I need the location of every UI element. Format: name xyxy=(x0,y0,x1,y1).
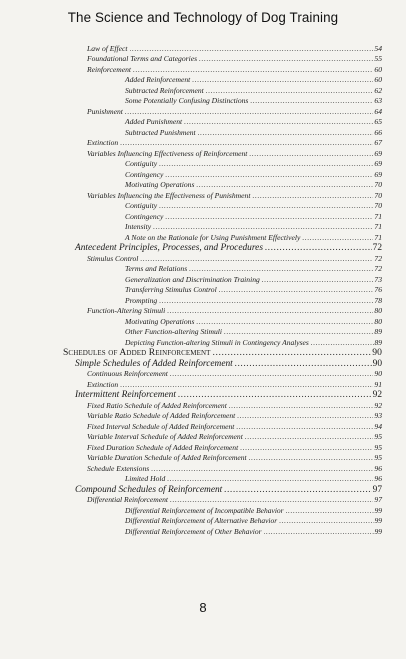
dot-leader xyxy=(199,54,373,64)
toc-entry-page: 92 xyxy=(374,401,382,410)
toc-entry-page: 80 xyxy=(374,317,382,326)
dot-leader xyxy=(219,285,374,295)
dot-leader xyxy=(213,348,372,358)
toc-entry-page: 54 xyxy=(374,44,382,53)
toc-entry-title: Fixed Interval Schedule of Added Reinforcement xyxy=(87,422,235,431)
toc-entry xyxy=(87,369,382,379)
dot-leader xyxy=(236,422,373,432)
dot-leader xyxy=(165,170,373,180)
toc-entry xyxy=(87,464,382,474)
toc-entry-page: 73 xyxy=(374,275,382,284)
dot-leader xyxy=(165,212,373,222)
toc-entry-page: 72 xyxy=(374,254,382,263)
toc-entry-title: Variable Interval Schedule of Added Reinforcement xyxy=(87,432,243,441)
toc-entry-page: 66 xyxy=(374,128,382,137)
toc-entry-title: Variable Ratio Schedule of Added Reinforcement xyxy=(87,411,236,420)
toc-entry-title: Compound Schedules of Reinforcement xyxy=(75,485,223,495)
toc-entry-page: 71 xyxy=(374,233,382,242)
toc-entry-page: 71 xyxy=(374,222,382,231)
toc-entry-page: 80 xyxy=(374,306,382,315)
toc-entry-page: 72 xyxy=(374,264,382,273)
toc-entry-page: 76 xyxy=(374,285,382,294)
dot-leader xyxy=(151,464,373,474)
toc-entry-title: Subtracted Punishment xyxy=(125,128,196,137)
toc-entry xyxy=(75,390,382,400)
dot-leader xyxy=(224,327,373,337)
toc-entry-page: 97 xyxy=(374,495,382,504)
toc-entry xyxy=(87,422,382,432)
toc-entry-title: Continuous Reinforcement xyxy=(87,369,168,378)
toc-entry-title: Reinforcement xyxy=(87,65,131,74)
toc-entry xyxy=(87,380,382,390)
toc-entry-title: Function-Altering Stimuli xyxy=(87,306,166,315)
toc-entry-title: Subtracted Reinforcement xyxy=(125,86,204,95)
toc-entry-page: 93 xyxy=(374,411,382,420)
dot-leader xyxy=(125,107,374,117)
toc-entry-title: Stimulus Control xyxy=(87,254,139,263)
toc-entry xyxy=(87,149,382,159)
toc-entry xyxy=(125,159,382,169)
toc-entry xyxy=(125,96,382,106)
toc-entry xyxy=(125,75,382,85)
toc-entry-page: 96 xyxy=(374,464,382,473)
dot-leader xyxy=(224,485,371,495)
dot-leader xyxy=(189,264,373,274)
dot-leader xyxy=(302,233,373,243)
toc-entry-page: 89 xyxy=(374,327,382,336)
dot-leader xyxy=(170,369,373,379)
toc-entry-page: 60 xyxy=(374,65,382,74)
dot-leader xyxy=(311,338,374,348)
toc-entry-title: Generalization and Discrimination Training xyxy=(125,275,260,284)
running-header: The Science and Technology of Dog Training xyxy=(67,10,339,25)
toc-entry-page: 65 xyxy=(374,117,382,126)
dot-leader xyxy=(153,222,373,232)
toc-entry-title: Terms and Relations xyxy=(125,264,188,273)
toc-entry-page: 96 xyxy=(374,474,382,483)
toc-entry xyxy=(125,474,382,484)
dot-leader xyxy=(245,432,374,442)
toc-entry-page: 99 xyxy=(374,506,382,515)
toc-entry-title: Contingency xyxy=(125,170,164,179)
toc-entry xyxy=(87,65,382,75)
dot-leader xyxy=(120,380,373,390)
toc-entry-title: Fixed Ratio Schedule of Added Reinforcement xyxy=(87,401,227,410)
toc-entry-page: 95 xyxy=(374,453,382,462)
toc-entry-page: 95 xyxy=(374,432,382,441)
dot-leader xyxy=(229,401,374,411)
toc-entry-title: Fixed Duration Schedule of Added Reinforcement xyxy=(87,443,239,452)
toc-entry-title: Antecedent Principles, Processes, and Procedures xyxy=(75,243,263,253)
toc-entry xyxy=(75,359,382,369)
toc-entry-page: 70 xyxy=(374,191,382,200)
dot-leader xyxy=(235,359,372,369)
toc-entry xyxy=(125,233,382,243)
toc-entry-page: 99 xyxy=(374,516,382,525)
dot-leader xyxy=(140,254,373,264)
toc-entry xyxy=(125,327,382,337)
toc-entry xyxy=(87,453,382,463)
dot-leader xyxy=(167,306,373,316)
toc-entry-title: Simple Schedules of Added Reinforcement xyxy=(75,359,233,369)
toc-entry-page: 63 xyxy=(374,96,382,105)
toc-entry-page: 60 xyxy=(374,75,382,84)
toc-entry xyxy=(87,401,382,411)
toc-entry-page: 97 xyxy=(372,485,382,495)
dot-leader xyxy=(120,138,373,148)
toc-entry-title: Schedules of Added Reinforcement xyxy=(63,347,211,358)
dot-leader xyxy=(159,296,373,306)
dot-leader xyxy=(196,180,373,190)
toc-entry xyxy=(87,138,382,148)
toc-entry xyxy=(87,306,382,316)
toc-entry-title: Variable Duration Schedule of Added Reinforcement xyxy=(87,453,247,462)
dot-leader xyxy=(286,506,374,516)
dot-leader xyxy=(178,390,372,400)
toc-entry xyxy=(125,128,382,138)
toc-entry-page: 69 xyxy=(374,159,382,168)
toc-entry-title: Depicting Function-altering Stimuli in Contingency Analyses xyxy=(125,338,309,347)
toc-entry-title: Motivating Operations xyxy=(125,317,195,326)
toc-entry xyxy=(125,285,382,295)
toc-entry xyxy=(125,86,382,96)
page-number: 8 xyxy=(199,600,207,615)
toc-entry xyxy=(87,411,382,421)
toc-entry-title: Variables Influencing the Effectiveness of Punishment xyxy=(87,191,251,200)
toc-entry-title: Intermittent Reinforcement xyxy=(75,390,176,400)
toc-entry-page: 67 xyxy=(374,138,382,147)
toc-entry-page: 55 xyxy=(374,54,382,63)
toc-entry-page: 94 xyxy=(374,422,382,431)
toc-entry-title: Added Punishment xyxy=(125,117,183,126)
dot-leader xyxy=(170,495,373,505)
toc-entry xyxy=(75,243,382,253)
toc-entry-title: Extinction xyxy=(87,138,119,147)
dot-leader xyxy=(184,117,373,127)
toc-entry-page: 92 xyxy=(372,390,382,400)
toc-entry-page: 91 xyxy=(374,380,382,389)
toc-entry xyxy=(125,212,382,222)
dot-leader xyxy=(130,44,374,54)
toc-entry xyxy=(75,485,382,495)
toc-entry xyxy=(125,117,382,127)
toc-entry-page: 95 xyxy=(374,443,382,452)
toc-entry-page: 89 xyxy=(374,338,382,347)
toc-entry xyxy=(87,54,382,64)
toc-entry xyxy=(125,296,382,306)
toc-entry-title: Extinction xyxy=(87,380,119,389)
dot-leader xyxy=(252,191,373,201)
toc-entry-title: Prompting xyxy=(125,296,158,305)
toc-entry-page: 62 xyxy=(374,86,382,95)
toc-entry xyxy=(87,107,382,117)
dot-leader xyxy=(262,275,374,285)
toc-entry-title: Contingency xyxy=(125,212,164,221)
toc-entry xyxy=(87,254,382,264)
dot-leader xyxy=(237,411,373,421)
toc-entry-title: Differential Reinforcement of Other Behavior xyxy=(125,527,262,536)
toc-entry-page: 90 xyxy=(372,359,382,369)
toc-entry xyxy=(87,443,382,453)
toc-entry xyxy=(125,201,382,211)
dot-leader xyxy=(167,474,373,484)
toc-entry xyxy=(87,432,382,442)
toc-entry-page: 64 xyxy=(374,107,382,116)
toc-entry-title: Differential Reinforcement xyxy=(87,495,169,504)
toc-entry xyxy=(125,506,382,516)
toc-entry-title: Added Reinforcement xyxy=(125,75,191,84)
toc-entry-title: Punishment xyxy=(87,107,123,116)
toc-entry-title: A Note on the Rationale for Using Punishment Effectively xyxy=(125,233,301,242)
toc-entry xyxy=(125,170,382,180)
dot-leader xyxy=(240,443,373,453)
toc-entry xyxy=(125,527,382,537)
toc-entry-title: Law of Effect xyxy=(87,44,128,53)
toc-entry-title: Schedule Extensions xyxy=(87,464,150,473)
toc-entry-title: Limited Hold xyxy=(125,474,166,483)
toc-entry-title: Contiguity xyxy=(125,159,158,168)
toc-entry-page: 69 xyxy=(374,149,382,158)
toc-entry-title: Some Potentially Confusing Distinctions xyxy=(125,96,249,105)
toc-entry-title: Transferring Stimulus Control xyxy=(125,285,217,294)
toc-entry-title: Contiguity xyxy=(125,201,158,210)
toc-entry-page: 99 xyxy=(374,527,382,536)
toc-entry-page: 71 xyxy=(374,212,382,221)
toc-entry-title: Motivating Operations xyxy=(125,180,195,189)
dot-leader xyxy=(159,159,373,169)
toc-entry xyxy=(125,180,382,190)
dot-leader xyxy=(249,149,373,159)
toc-entry-title: Intensity xyxy=(125,222,152,231)
toc-entry xyxy=(87,191,382,201)
dot-leader xyxy=(159,201,373,211)
toc-entry-page: 69 xyxy=(374,170,382,179)
toc-entry-title: Differential Reinforcement of Alternative Behavior xyxy=(125,516,278,525)
toc-entry xyxy=(125,516,382,526)
toc-entry-page: 78 xyxy=(374,296,382,305)
toc-entry-page: 90 xyxy=(374,369,382,378)
toc-entry-title: Other Function-altering Stimuli xyxy=(125,327,223,336)
dot-leader xyxy=(250,96,373,106)
dot-leader xyxy=(265,243,372,253)
toc-entry xyxy=(87,495,382,505)
toc-entry-page: 72 xyxy=(372,243,382,253)
dot-leader xyxy=(196,317,373,327)
toc-entry-title: Variables Influencing Effectiveness of Reinforcement xyxy=(87,149,248,158)
dot-leader xyxy=(198,128,374,138)
toc-entry-page: 90 xyxy=(372,347,382,358)
dot-leader xyxy=(279,516,373,526)
toc-entry-page: 70 xyxy=(374,180,382,189)
dot-leader xyxy=(264,527,374,537)
dot-leader xyxy=(249,453,374,463)
toc-entry xyxy=(125,264,382,274)
toc-entry xyxy=(63,348,382,358)
toc-entry-page: 70 xyxy=(374,201,382,210)
toc-entry-title: Foundational Terms and Categories xyxy=(87,54,198,63)
toc-entry xyxy=(125,222,382,232)
dot-leader xyxy=(192,75,373,85)
toc-entry xyxy=(125,275,382,285)
dot-leader xyxy=(133,65,373,75)
toc-entry-title: Differential Reinforcement of Incompatible Behavior xyxy=(125,506,284,515)
toc-entry xyxy=(125,317,382,327)
toc-entry xyxy=(87,44,382,54)
dot-leader xyxy=(206,86,374,96)
